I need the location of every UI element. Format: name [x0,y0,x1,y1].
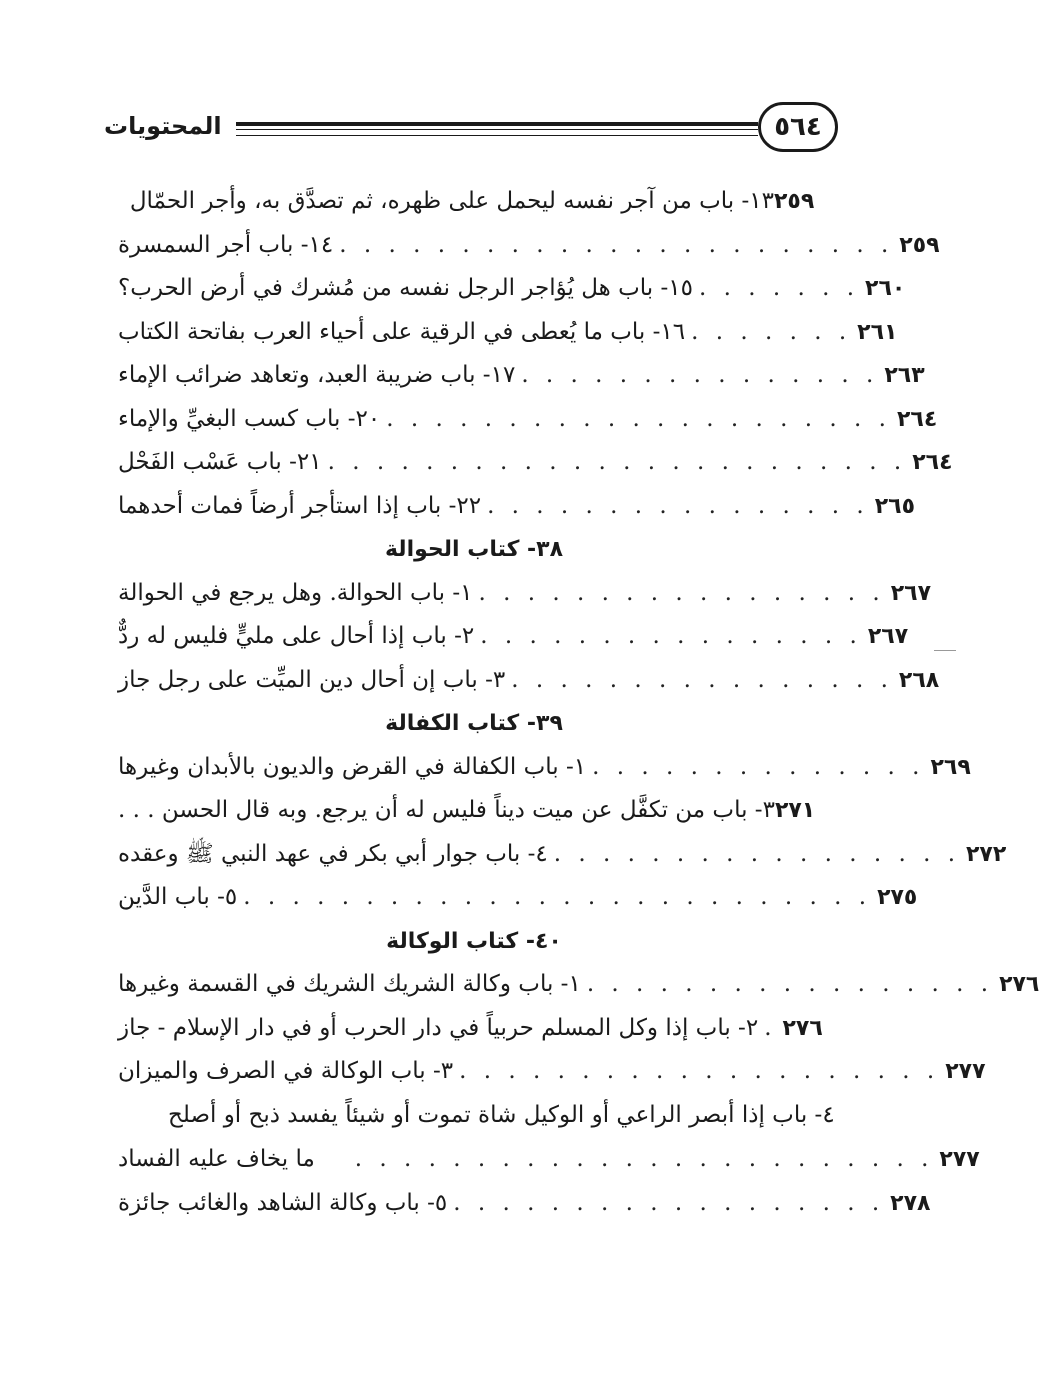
toc-entry [118,485,916,529]
leader-dots: . . . . . . . . . . . . . . [592,753,925,780]
toc-entry [118,180,830,224]
section-heading: ٣٨- كتاب الحوالة [384,537,564,562]
entry-title: ٢- باب إذا أحال على مليٍّ فليس له ردٌّ [118,623,475,649]
entry-page: ٢٧٨ [890,1190,931,1216]
page-number: ٥٦٤ [758,102,838,152]
entry-title: ٢٢- باب إذا استأجر أرضاً فمات أحدهما [118,492,482,519]
toc-entry [118,876,918,920]
section-heading: ٣٩- كتاب الكفالة [385,711,563,736]
toc-entry [118,789,830,833]
margin-mark [934,650,956,651]
leader-dots: . . . . . . . [691,318,852,345]
leader-dots: . . . . . . . . . . . . . . . . [480,623,862,649]
entry-page: ٢٦٥ [874,493,916,519]
leader-dots: . . . . . . . . . . . . . . . . . . . . . . . . . . [243,884,872,910]
entry-title: ٥- باب الدَّين [118,884,238,910]
entry-page: ٢٦٠ [865,276,906,301]
page-header [104,102,838,156]
leader-dots: . . . . . . . . . . . . . . . . . . . . . . . . [327,449,907,475]
entry-title: ١٦- باب ما يُعطى في الرقية على أحياء العرب بفاتحة الكتاب [118,318,686,345]
toc-entry [118,659,940,703]
toc-entry [118,311,898,355]
toc-entry [118,398,938,442]
toc-entry-line1 [118,1094,835,1138]
leader-dots: . . . . . . . . . . . . . . . . [487,492,869,519]
toc-entry [118,572,932,616]
entry-page: ٢٦٨ [898,667,940,693]
leader-dots: . . . . . . . [698,275,860,301]
entry-title: ٣- باب الوكالة في الصرف والميزان [118,1058,454,1084]
entry-title: ٣- باب إن أحال دين الميِّت على رجل جاز [118,666,506,693]
leader-dots: . . . . . . . . . . . . . . . . . . [453,1189,885,1216]
entry-page: ٢٧٥ [877,885,918,910]
entry-page: ٢٦٣ [884,363,925,388]
leader-dots: . . . . . . . . . . . . . . . . . . . . . . . . [354,1145,934,1172]
leader-dots: . . . . . . . . . . . . . . . . . [478,579,885,606]
leader-dots: . [764,1014,777,1041]
toc-entry [118,833,1007,877]
entry-title: ٢- باب إذا وكل المسلم حربياً في دار الحرب أو في دار الإسلام - جاز [118,1014,759,1041]
leader-dots: . . . . . . . . . . . . . . . . . . . . [459,1058,940,1084]
header-rule [236,122,758,136]
toc-entry-line2 [118,1138,980,1182]
leader-dots: . . . . . . . . . . . . . . . . . [586,971,994,997]
table-of-contents [118,180,1040,1225]
leader-dots: . . . . . . . . . . . . . . . . . . . . . [386,405,891,432]
entry-page: ٢٧٢ [966,841,1007,867]
entry-title: ١- باب وكالة الشريك الشريك في القسمة وغيرها [118,971,581,997]
entry-page: ٢٦٤ [912,450,953,475]
entry-title: ١٥- باب هل يُؤاجر الرجل نفسه من مُشرك في أرض الحرب؟ [118,275,693,301]
running-title: المحتويات [104,112,222,140]
leader-dots: . . . . . . . . . . . . . . . [521,362,879,388]
toc-entry [118,441,953,485]
section-heading: ٤٠- كتاب الوكالة [386,928,562,954]
leader-dots: . . . . . . . . . . . . . . . . [511,666,893,693]
entry-page: ٢٧٦ [999,972,1040,997]
entry-title: ١٤- باب أجر السمسرة [118,231,334,258]
toc-entry [118,746,971,790]
entry-title: ٤- باب إذا أبصر الراعي أو الوكيل شاة تموت أو شيئاً يفسد ذبح أو أصلح [168,1101,835,1128]
entry-page: ٢٧٧ [939,1146,980,1172]
entry-page: ٢٦٩ [930,754,971,780]
toc-entry [118,354,925,398]
entry-title: ٣- باب من تكفَّل عن ميت ديناً فليس له أن يرجع. وبه قال الحسن . . . [118,797,775,823]
entry-page: ٢٦٧ [890,580,932,606]
leader-dots: . . . . . . . . . . . . . . . . . [553,840,960,867]
entry-page: ٢٦٧ [867,624,909,649]
entry-title: ٥- باب وكالة الشاهد والغائب جائزة [118,1189,448,1216]
entry-page: ٢٧٦ [782,1015,823,1041]
toc-entry [118,1007,830,1051]
toc-entry [118,963,1040,1007]
entry-title: ١- باب الكفالة في القرض والديون بالأبدان وغيرها [118,753,587,780]
leader-dots: . . . . . . . . . . . . . . . . . . . . . . . [339,231,894,258]
toc-entry [118,615,909,659]
entry-page: ٢٧٧ [945,1059,986,1084]
entry-title: ٢١- باب عَسْب الفَحْل [118,449,322,475]
toc-entry [118,224,940,268]
entry-page: ٢٧١ [774,798,816,823]
entry-title-continued: ما يخاف عليه الفساد [118,1145,315,1172]
entry-page: ٢٥٩ [774,189,815,214]
entry-title: ١- باب الحوالة. وهل يرجع في الحوالة [118,579,473,606]
toc-entry [118,1050,986,1094]
entry-title: ٤- باب جوار أبي بكر في عهد النبي ﷺ وعقده [118,840,548,867]
entry-title: ١٧- باب ضريبة العبد، وتعاهد ضرائب الإماء [118,362,516,388]
entry-title: ١٣- باب من آجر نفسه ليحمل على ظهره، ثم تصدَّق به، وأجر الحمّال [129,188,774,214]
entry-title: ٢٠- باب كسب البغيِّ والإماء [118,405,381,432]
entry-page: ٢٥٩ [899,232,940,258]
entry-page: ٢٦١ [857,319,898,345]
toc-entry [118,1182,931,1226]
toc-entry [118,267,906,311]
entry-page: ٢٦٤ [896,406,938,432]
